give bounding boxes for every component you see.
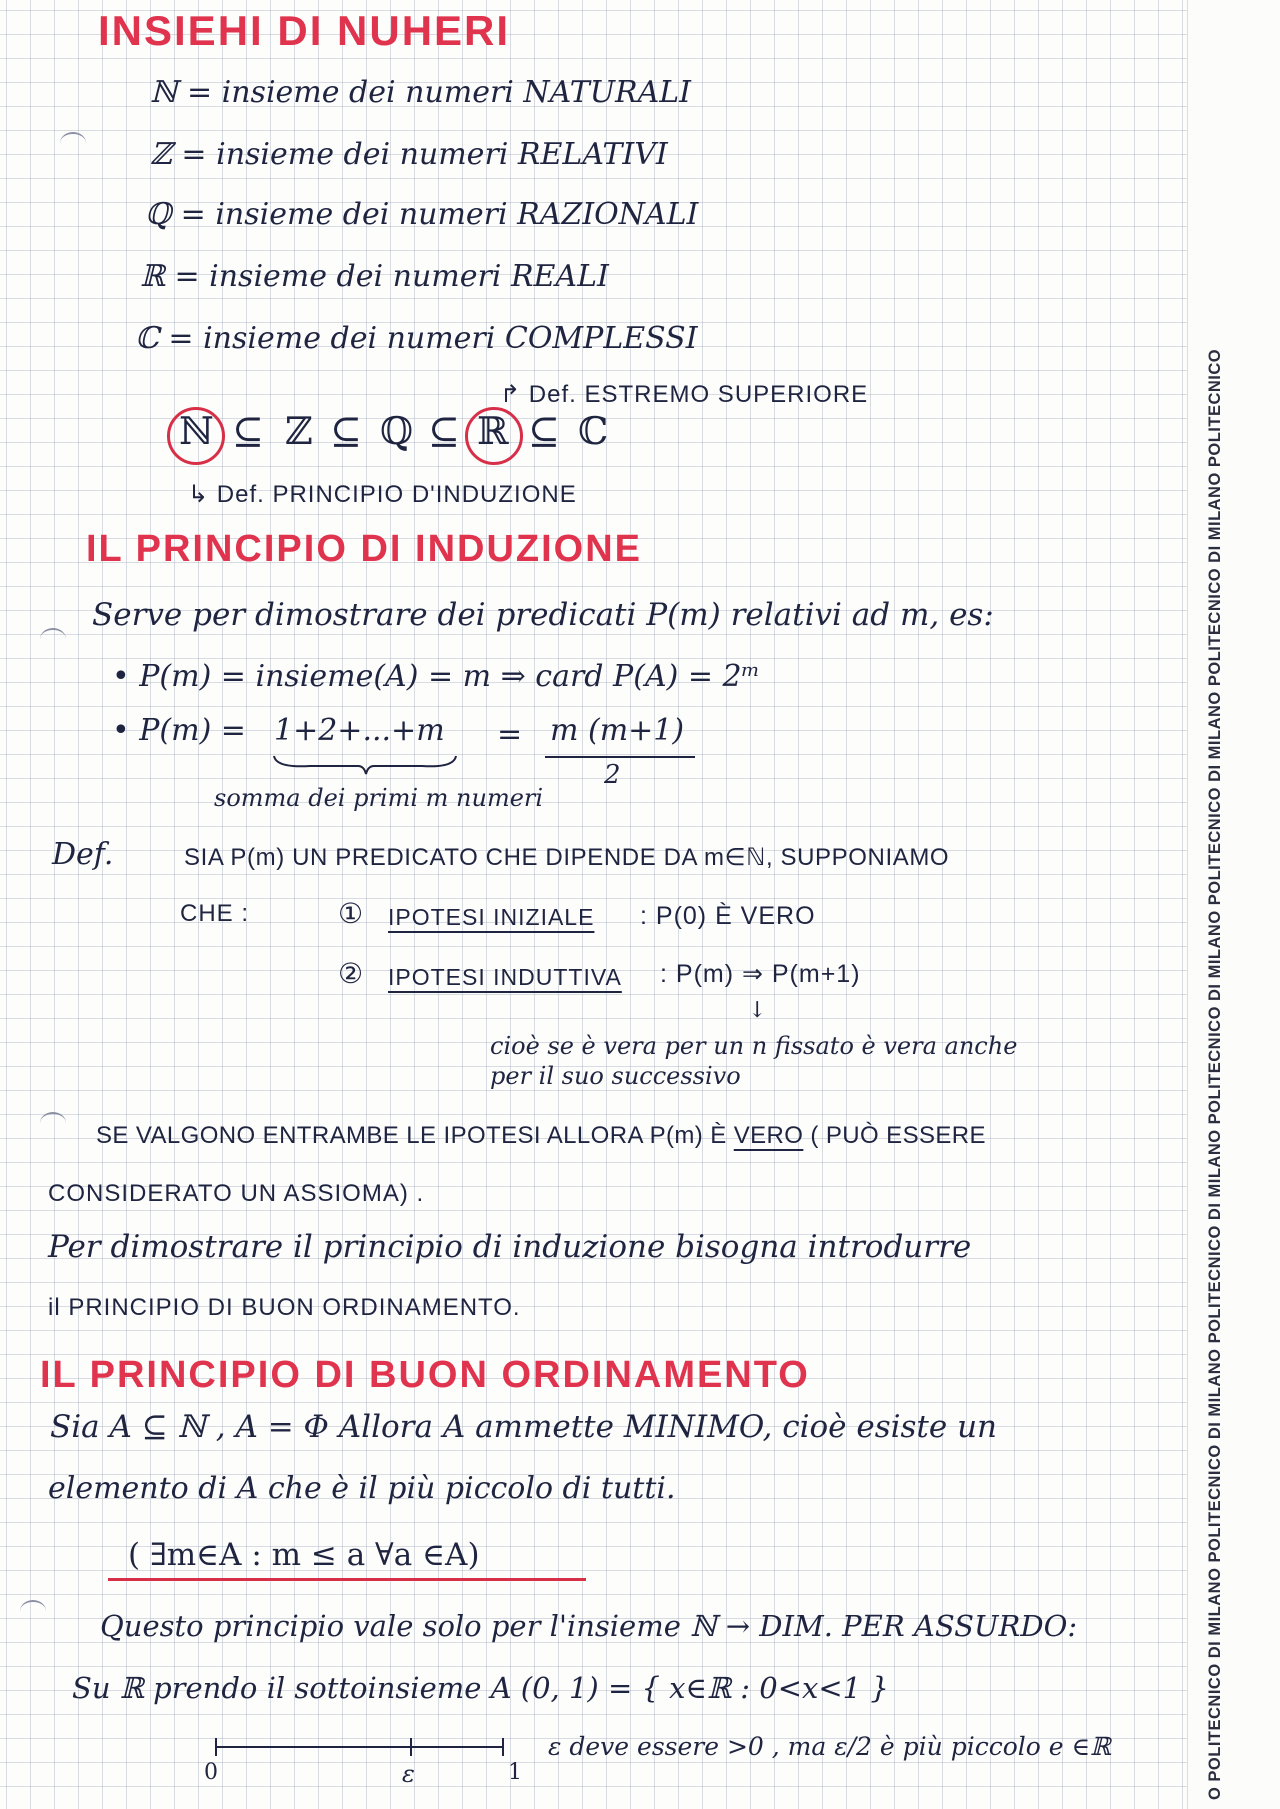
chain-symbol: ℝ	[477, 409, 509, 453]
section-title-induzione: IL PRINCIPIO DI INDUZIONE	[86, 528, 643, 570]
chain-symbol: ℕ	[179, 409, 214, 453]
definition-label: Def.	[52, 837, 114, 872]
hypothesis-2-label: IPOTESI INDUTTIVA	[388, 964, 622, 990]
page-curl-mark	[40, 1112, 66, 1134]
example-sum-series: 1+2+...+m	[274, 713, 445, 748]
chain-symbol: ℤ	[285, 409, 313, 453]
page-curl-mark	[40, 628, 66, 650]
number-line-label-1: 1	[508, 1760, 522, 1785]
section-title-buon-ordinamento: IL PRINCIPIO DI BUON ORDINAMENTO	[40, 1354, 810, 1396]
definition-che: CHE :	[180, 900, 250, 927]
proof-subset: Su ℝ prendo il sottoinsieme A (0, 1) = { x∈ℝ : 0<x<1 }	[72, 1671, 889, 1705]
induction-note: Per dimostrare il principio di induzione bisogna introdurre	[48, 1229, 972, 1265]
number-line-axis	[216, 1746, 504, 1748]
conclusion-line	[96, 1124, 986, 1148]
example-sum-denominator: 2	[604, 760, 621, 790]
edge-watermark: O POLITECNICO DI MILANO POLITECNICO DI MILANO POLITECNICO DI MILANO POLITECNICO DI MILANO POLITECNICO DI MILANO POLITECNICO DI MILANO POLITECNICO	[1206, 348, 1224, 1800]
section-title-insiemi: INSIEHI DI NUHERI	[98, 7, 511, 54]
hypothesis-2-number: ②	[338, 957, 364, 990]
chain-symbol: ⊆	[330, 409, 362, 453]
induction-note-cont: il PRINCIPIO DI BUON ORDINAMENTO.	[48, 1294, 521, 1321]
well-ordering-formula: ( ∃m∈A : m ≤ a ∀a ∈A)	[128, 1537, 480, 1573]
example-sum-numerator: m (m+1)	[550, 713, 685, 748]
induction-intro: Serve per dimostrare dei predicati P(m) relativi ad m, es:	[92, 597, 994, 633]
chain-symbol: ⊆	[428, 409, 460, 453]
def-line-relativi: ℤ = insieme dei numeri RELATIVI	[150, 137, 668, 172]
number-line-tick	[410, 1738, 412, 1756]
def-line-razionali: ℚ = insieme dei numeri RAZIONALI	[145, 197, 699, 232]
fraction-bar	[545, 756, 695, 758]
hypothesis-2-note-cont: per il suo successivo	[490, 1062, 741, 1090]
proof-epsilon-note: ε deve essere >0 , ma ε/2 è più piccolo e ∈ℝ	[548, 1732, 1111, 1761]
hypothesis-2-text: : P(m) ⇒ P(m+1)	[660, 960, 861, 988]
formula-underline	[108, 1578, 586, 1581]
note-principio-induzione: ↳ Def. PRINCIPIO D'INDUZIONE	[188, 481, 577, 508]
page-curl-mark	[60, 132, 86, 154]
chain-symbol: ℚ	[380, 409, 414, 453]
def-line-naturali: ℕ = insieme dei numeri NATURALI	[150, 75, 692, 110]
def-line-complessi: ℂ = insieme dei numeri COMPLESSI	[135, 321, 698, 356]
arrow-down-icon: ↓	[748, 998, 767, 1023]
number-line-label-epsilon: ε	[402, 1760, 415, 1788]
note-estremo-superiore: ↱ Def. ESTREMO SUPERIORE	[500, 381, 869, 408]
hypothesis-1-number: ①	[338, 897, 364, 930]
definition-text: SIA P(m) UN PREDICATO CHE DIPENDE DA m∈ℕ, SUPPONIAMO	[184, 844, 950, 871]
conclusion-text: SE VALGONO ENTRAMBE LE IPOTESI ALLORA P(m) È	[96, 1122, 734, 1149]
proof-intro: Questo principio vale solo per l'insieme ℕ → DIM. PER ASSURDO:	[100, 1609, 1078, 1643]
well-ordering-statement-cont: elemento di A che è il più piccolo di tutti.	[48, 1471, 676, 1506]
hypothesis-1-label: IPOTESI INIZIALE	[388, 904, 595, 930]
def-line-reali: ℝ = insieme dei numeri REALI	[140, 259, 609, 294]
conclusion-line-2: CONSIDERATO UN ASSIOMA) .	[48, 1180, 425, 1207]
number-line-tick	[215, 1738, 217, 1756]
chain-symbol: ⊆	[232, 409, 264, 453]
page-curl-mark	[20, 1600, 46, 1622]
underbrace-icon	[270, 752, 460, 776]
conclusion-vero: VERO	[733, 1122, 804, 1149]
example-sum-equals: =	[497, 717, 523, 752]
example-card: • P(m) = insieme(A) = m ⇒ card P(A) = 2ᵐ	[112, 659, 761, 694]
number-line-label-0: 0	[204, 1760, 218, 1785]
chain-symbol: ⊆	[528, 409, 560, 453]
number-line-tick	[502, 1738, 504, 1756]
example-sum-note: somma dei primi m numeri	[214, 784, 544, 812]
conclusion-text-cont: ( PUÒ ESSERE	[803, 1122, 986, 1149]
hypothesis-2-note: cioè se è vera per un n fissato è vera anche	[490, 1032, 1018, 1060]
chain-symbol: ℂ	[578, 409, 609, 453]
well-ordering-statement: Sia A ⊆ ℕ , A = Φ Allora A ammette MINIMO, cioè esiste un	[50, 1409, 998, 1445]
hypothesis-1-text: : P(0) È VERO	[640, 902, 816, 930]
page-margin	[1187, 0, 1280, 1809]
example-sum-lhs: • P(m) =	[112, 713, 246, 748]
